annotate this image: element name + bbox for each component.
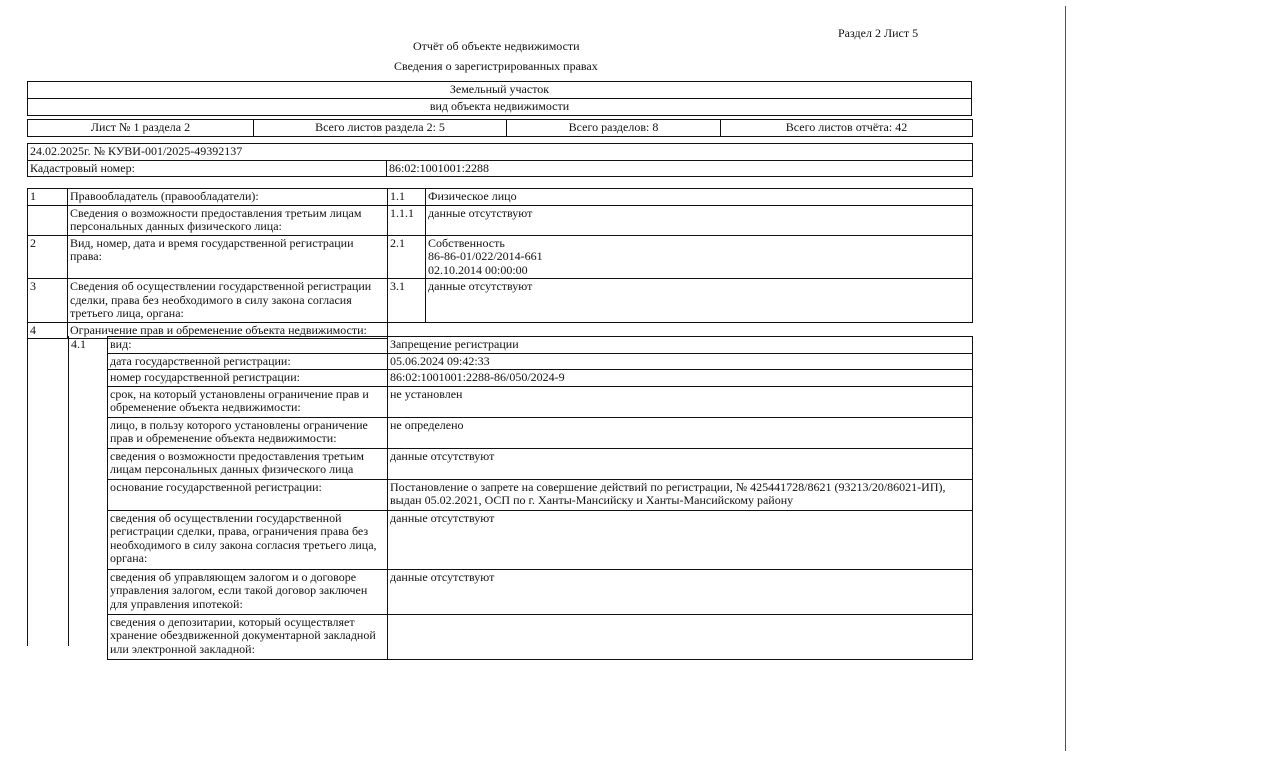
encumbrance-field-label: сведения об управляющем залогом и о договоре управления залогом, если такой договор заключен для управления ипотекой: [108, 569, 388, 614]
encumbrance-row [108, 386, 973, 417]
row-number-empty [28, 205, 68, 235]
registration-label: Вид, номер, дата и время государственной регистрации права: [68, 235, 388, 279]
cadastral-number: 86:02:1001001:2288 [387, 160, 973, 177]
owner-value: Физическое лицо [426, 189, 973, 206]
page-label: Раздел 2 Лист 5 [838, 26, 919, 40]
sheet-info-table [27, 119, 973, 137]
row-subnumber: 1.1 [388, 189, 426, 206]
total-sheets-section: Всего листов раздела 2: 5 [254, 120, 507, 137]
row-subnumber: 1.1.1 [388, 205, 426, 235]
encumbrance-field-value: 86:02:1001001:2288-86/050/2024-9 [388, 370, 973, 387]
object-type-caption: вид объекта недвижимости [28, 99, 972, 116]
encumbrance-row [108, 417, 973, 448]
encumbrance-number-text: 4.1 [71, 337, 86, 351]
encumbrance-field-label: лицо, в пользу которого установлены ограничение прав и обременение объекта недвижимости: [108, 417, 388, 448]
rights-table [27, 188, 973, 339]
encumbrance-number [68, 336, 108, 646]
row-number: 1 [28, 189, 68, 206]
encumbrance-field-value: данные отсутствуют [388, 510, 973, 569]
encumbrance-label: Ограничение прав и обременение объекта недвижимости: [68, 322, 388, 339]
transaction-label: Сведения об осуществлении государственной регистрации сделки, права без необходимого в силу закона согласия третьего лица, органа: [68, 279, 388, 323]
encumbrance-field-label: сведения о возможности предоставления третьим лицам персональных данных физического лица [108, 448, 388, 479]
encumbrance-row [108, 448, 973, 479]
encumbrance-field-label: сведения о депозитарии, который осуществляет хранение обездвиженной документарной закладной или электронной закладной: [108, 614, 388, 659]
row-number: 2 [28, 235, 68, 279]
object-type: Земельный участок [28, 82, 972, 99]
transaction-value: данные отсутствуют [426, 279, 973, 323]
encumbrance-field-value: Запрещение регистрации [388, 337, 973, 354]
encumbrance-field-label: срок, на который установлены ограничение прав и обременение объекта недвижимости: [108, 386, 388, 417]
registration-value: Собственность 86-86-01/022/2014-661 02.10.2014 00:00:00 [426, 235, 973, 279]
document-subtitle: Сведения о зарегистрированных правах [394, 59, 598, 73]
encumbrance-row [108, 370, 973, 387]
total-sections: Всего разделов: 8 [507, 120, 721, 137]
sheet-number: Лист № 1 раздела 2 [28, 120, 254, 137]
row-subnumber: 3.1 [388, 279, 426, 323]
row-number: 3 [28, 279, 68, 323]
encumbrance-field-value: не определено [388, 417, 973, 448]
report-reference: 24.02.2025г. № КУВИ-001/2025-49392137 [28, 144, 973, 161]
cadastral-label: Кадастровый номер: [28, 160, 387, 177]
encumbrance-row [108, 569, 973, 614]
page-edge-rule [1065, 6, 1066, 751]
encumbrance-left-rule [27, 336, 68, 646]
encumbrance-row [108, 353, 973, 370]
total-sheets-report: Всего листов отчёта: 42 [721, 120, 973, 137]
owner-label: Правообладатель (правообладатели): [68, 189, 388, 206]
encumbrance-field-value: 05.06.2024 09:42:33 [388, 353, 973, 370]
encumbrance-field-label: сведения об осуществлении государственной регистрации сделки, права, ограничения права без необходимого в силу закона согласия третьего лица, органа: [108, 510, 388, 569]
personal-data-value: данные отсутствуют [426, 205, 973, 235]
encumbrance-field-label: вид: [108, 337, 388, 354]
encumbrance-row [108, 479, 973, 510]
encumbrance-row [108, 510, 973, 569]
encumbrance-field-value [388, 614, 973, 659]
encumbrance-field-value: данные отсутствуют [388, 448, 973, 479]
encumbrance-row [108, 337, 973, 354]
encumbrance-field-label: номер государственной регистрации: [108, 370, 388, 387]
report-ref-table [27, 143, 973, 177]
document-title: Отчёт об объекте недвижимости [413, 39, 580, 53]
encumbrance-field-label: дата государственной регистрации: [108, 353, 388, 370]
encumbrance-field-value: данные отсутствуют [388, 569, 973, 614]
row-number: 4 [28, 322, 68, 339]
encumbrance-field-value: не установлен [388, 386, 973, 417]
encumbrance-row [108, 614, 973, 659]
personal-data-label: Сведения о возможности предоставления третьим лицам персональных данных физического лица: [68, 205, 388, 235]
row-subnumber: 2.1 [388, 235, 426, 279]
encumbrance-table [107, 336, 973, 660]
object-type-table [27, 81, 972, 116]
encumbrance-field-label: основание государственной регистрации: [108, 479, 388, 510]
encumbrance-field-value: Постановление о запрете на совершение действий по регистрации, № 425441728/8621 (93213/20/86021-ИП), выдан 05.02.2021, ОСП по г. Ханты-Мансийску и Ханты-Мансийскому району [388, 479, 973, 510]
